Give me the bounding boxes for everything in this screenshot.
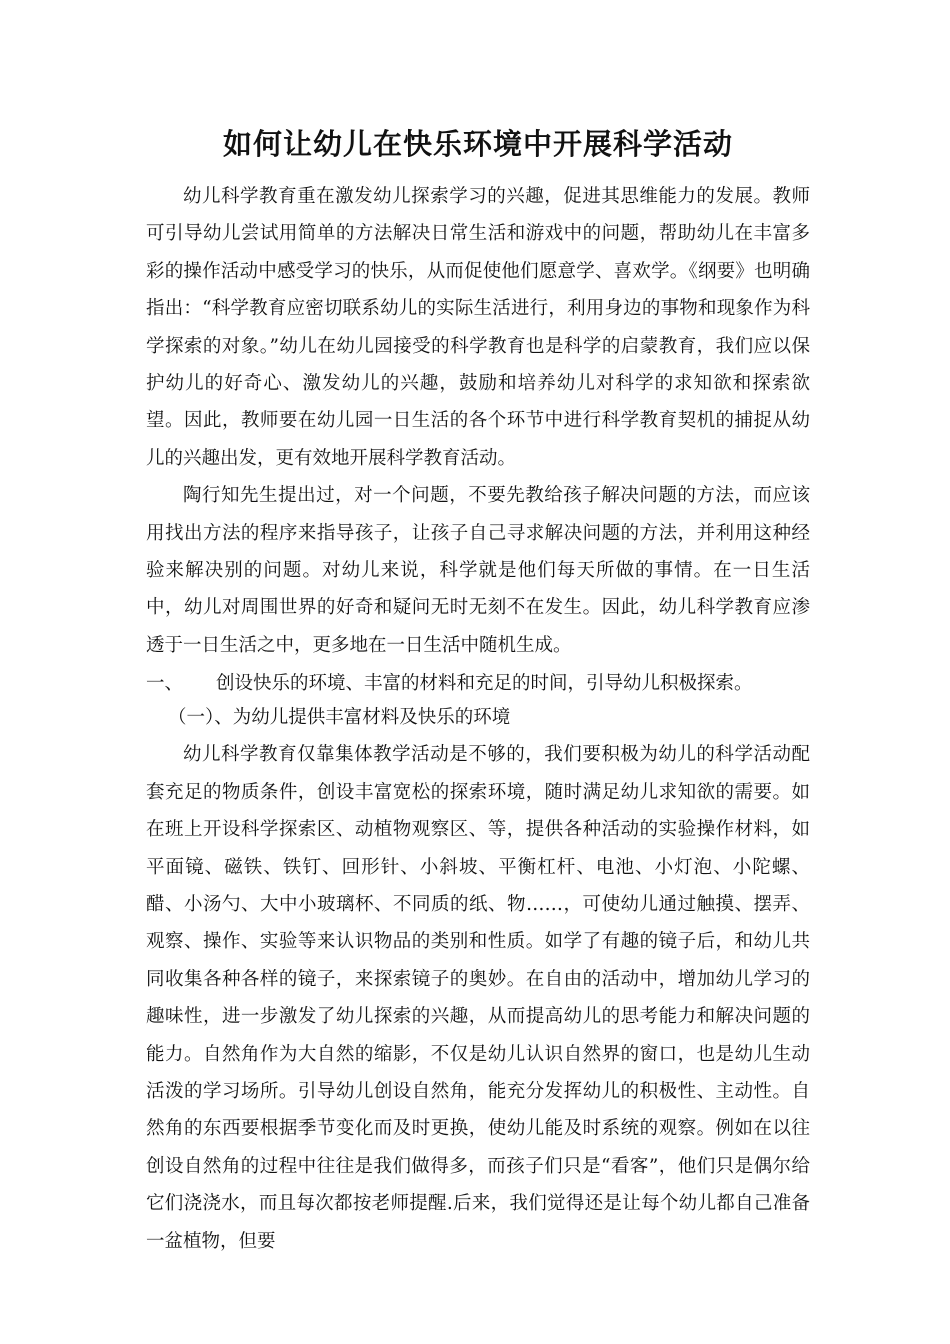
document-page <box>146 124 810 1260</box>
paragraph-tao-xingzhi: 陶行知先生提出过，对一个问题，不要先教给孩子解决问题的方法，而应该用找出方法的程序来指导孩子，让孩子自己寻求解决问题的方法，并利用这种经验来解决别的问题。对幼儿来说，科学就是他们每天所做的事情。在一日生活中，幼儿对周围世界的好奇和疑问无时无刻不在发生。因此，幼儿科学教育应渗透于一日生活之中，更多地在一日生活中随机生成。 <box>146 485 810 656</box>
section-number: 一、 <box>146 673 184 695</box>
document-title: 如何让幼儿在快乐环境中开展科学活动 <box>222 127 733 161</box>
section-heading-text: 创设快乐的环境、丰富的材料和充足的时间，引导幼儿积极探索。 <box>216 673 753 695</box>
section-heading-1 <box>146 668 810 700</box>
subsection-heading-1: （一）、为幼儿提供丰富材料及快乐的环境 <box>168 707 511 729</box>
paragraph-materials: 幼儿科学教育仅靠集体教学活动是不够的，我们要积极为幼儿的科学活动配套充足的物质条件，创设丰富宽松的探索环境，随时满足幼儿求知欲的需要。如在班上开设科学探索区、动植物观察区、等，提供各种活动的实验操作材料，如平面镜、磁铁、铁钉、回形针、小斜坡、平衡杠杆、电池、小灯泡、小陀螺、醋、小汤勺、大中小玻璃杯、不同质的纸、物……，可使幼儿通过触摸、摆弄、观察、操作、实验等来认识物品的类别和性质。如学了有趣的镜子后，和幼儿共同收集各种各样的镜子，来探索镜子的奥妙。在自由的活动中，增加幼儿学习的趣味性，进一步激发了幼儿探索的兴趣，从而提高幼儿的思考能力和解决问题的能力。自然角作为大自然的缩影，不仅是幼儿认识自然界的窗口，也是幼儿生动活泼的学习场所。引导幼儿创设自然角，能充分发挥幼儿的积极性、主动性。自然角的东西要根据季节变化而及时更换，使幼儿能及时系统的观察。例如在以往创设自然角的过程中往往是我们做得多，而孩子们只是“看客”，他们只是偶尔给它们浇浇水，而且每次都按老师提醒.后来，我们觉得还是让每个幼儿都自己准备一盆植物，但要 <box>146 744 810 1252</box>
paragraph-intro: 幼儿科学教育重在激发幼儿探索学习的兴趣，促进其思维能力的发展。教师可引导幼儿尝试用简单的方法解决日常生活和游戏中的问题，帮助幼儿在丰富多彩的操作活动中感受学习的快乐，从而促使他们愿意学、喜欢学。《纲要》也明确指出：“科学教育应密切联系幼儿的实际生活进行，利用身边的事物和现象作为科学探索的对象。”幼儿在幼儿园接受的科学教育也是科学的启蒙教育，我们应以保护幼儿的好奇心、激发幼儿的兴趣，鼓励和培养幼儿对科学的求知欲和探索欲望。因此，教师要在幼儿园一日生活的各个环节中进行科学教育契机的捕捉从幼儿的兴趣出发，更有效地开展科学教育活动。 <box>146 186 810 469</box>
